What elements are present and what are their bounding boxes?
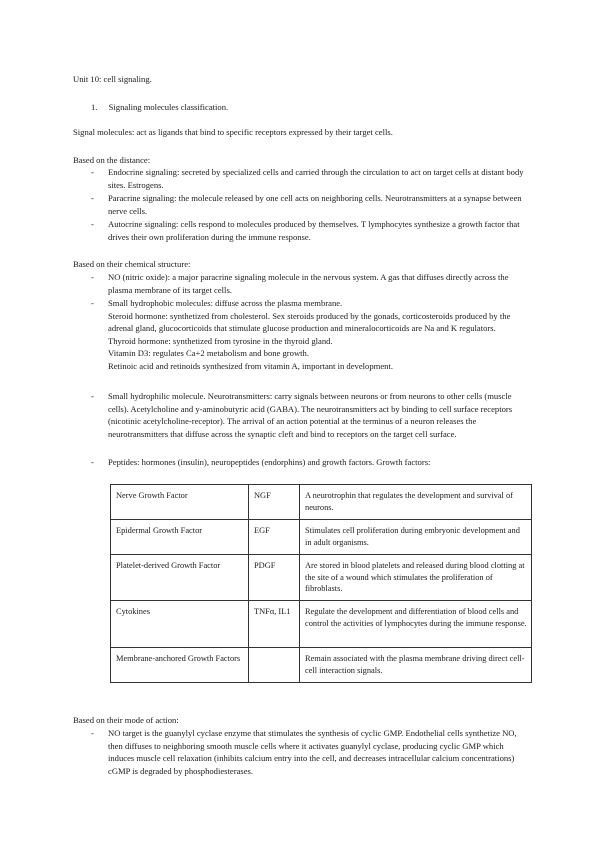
list-item-text: Autocrine signaling: cells respond to molecules produced by themselves. T lymphocytes synthesize a growth factor that drives their own proliferation during the immune response. (108, 219, 520, 242)
list-dash: - (91, 193, 94, 203)
distance-heading: Based on the distance: (73, 155, 151, 165)
chemical-heading: Based on their chemical structure: (73, 259, 191, 269)
vitamin-d3-text: Vitamin D3: regulates Ca+2 metabolism and bone growth. (108, 348, 309, 359)
retinoic-acid-text: Retinoic acid and retinoids synthesized from vitamin A, important in development. (108, 360, 393, 371)
list-dash: - (91, 219, 94, 229)
signal-molecules-definition: Signal molecules: act as ligands that bind to specific receptors expressed by their target cells. (73, 127, 393, 137)
table-row (111, 601, 532, 648)
list-dash: - (91, 272, 94, 282)
list-item-no-target (91, 727, 531, 777)
growth-factor-abbr: NGF (249, 485, 300, 520)
growth-factor-abbr: TNFα, IL1 (249, 601, 300, 648)
growth-factor-abbr (249, 648, 300, 683)
growth-factors-table (110, 484, 532, 683)
thyroid-hormone-text: Thyroid hormone: synthetized from tyrosine in the thyroid gland. (108, 335, 333, 346)
list-item-text: NO (nitric oxide): a major paracrine signaling molecule in the nervous system. A gas that diffuses directly across the plasma membrane of its target cells. (108, 272, 509, 295)
table-row (111, 555, 532, 601)
list-item-hydrophobic (91, 297, 531, 373)
list-item-text: Peptides: hormones (insulin), neuropeptides (endorphins) and growth factors. Growth factors: (108, 457, 431, 467)
growth-factor-description: Remain associated with the plasma membrane driving direct cell-cell interaction signals. (300, 648, 532, 683)
growth-factor-description: Stimulates cell proliferation during embryonic development and in adult organisms. (300, 520, 532, 555)
section-number: 1. (91, 102, 98, 112)
growth-factor-description: Are stored in blood platelets and released during blood clotting at the site of a wound which stimulates the proliferation of fibroblasts. (300, 555, 532, 601)
list-dash: - (91, 298, 94, 308)
section-title: Signaling molecules classification. (108, 102, 229, 112)
steroid-hormone-text: Steroid hormone: synthetized from cholesterol. Sex steroids produced by the gonads, corticosteroids produced by the adrenal gland, glucocorticoids that stimulate glucose production and mineralocorticoids are Na and K regulators. (108, 310, 511, 334)
growth-factor-name: Epidermal Growth Factor (111, 520, 249, 555)
list-item-paracrine (91, 192, 531, 217)
table-row (111, 648, 532, 683)
growth-factor-description: A neurotrophin that regulates the development and survival of neurons. (300, 485, 532, 520)
action-heading: Based on their mode of action: (73, 715, 179, 725)
list-item-autocrine (91, 218, 531, 243)
list-dash: - (91, 391, 94, 401)
growth-factor-abbr: PDGF (249, 555, 300, 601)
list-item-endocrine (91, 166, 531, 191)
growth-factor-abbr: EGF (249, 520, 300, 555)
growth-factor-name: Platelet-derived Growth Factor (111, 555, 249, 601)
list-item-text: NO target is the guanylyl cyclase enzyme that stimulates the synthesis of cyclic GMP. Endothelial cells synthetize NO, then diffuses to neighboring smooth muscle cells where it activates guanylyl cyclase, producing cyclic GMP which induces muscle cell relaxation (inhibits calcium entry into the cell, and decreases intracellular calcium concentrations) cGMP is degraded by phosphodiesterases. (108, 728, 517, 776)
growth-factor-name: Cytokines (111, 601, 249, 648)
section-heading (91, 101, 228, 114)
growth-factor-name: Nerve Growth Factor (111, 485, 249, 520)
list-item-text: Paracrine signaling: the molecule released by one cell acts on neighboring cells. Neurotransmitters at a synapse between nerve cells. (108, 193, 522, 216)
list-item-text: Small hydrophobic molecules: diffuse across the plasma membrane. (108, 298, 343, 308)
list-dash: - (91, 728, 94, 738)
unit-title: Unit 10: cell signaling. (73, 74, 152, 84)
list-item-nitric-oxide (91, 271, 531, 296)
list-item-peptides (91, 456, 531, 469)
list-item-hydrophilic (91, 390, 531, 440)
list-item-text: Endocrine signaling: secreted by specialized cells and carried through the circulation to act on target cells at distant body sites. Estrogens. (108, 167, 524, 190)
growth-factor-name: Membrane-anchored Growth Factors (111, 648, 249, 683)
list-dash: - (91, 457, 94, 467)
list-item-text: Small hydrophilic molecule. Neurotransmitters: carry signals between neurons or from neurons to other cells (muscle cells). Acetylcholine and y-aminobutyric acid (GABA). The neurotransmitters act by binding to cell surface receptors (nicotinic acetylcholine-receptor). The arrival of an action potential at the terminus of a neuron releases the neurotransmitters that diffuse across the synaptic cleft and bind to receptors on the target cell surface. (108, 391, 513, 439)
table-row (111, 485, 532, 520)
list-dash: - (91, 167, 94, 177)
growth-factor-description: Regulate the development and differentiation of blood cells and control the activities of lymphocytes during the immune response. (300, 601, 532, 648)
table-row (111, 520, 532, 555)
